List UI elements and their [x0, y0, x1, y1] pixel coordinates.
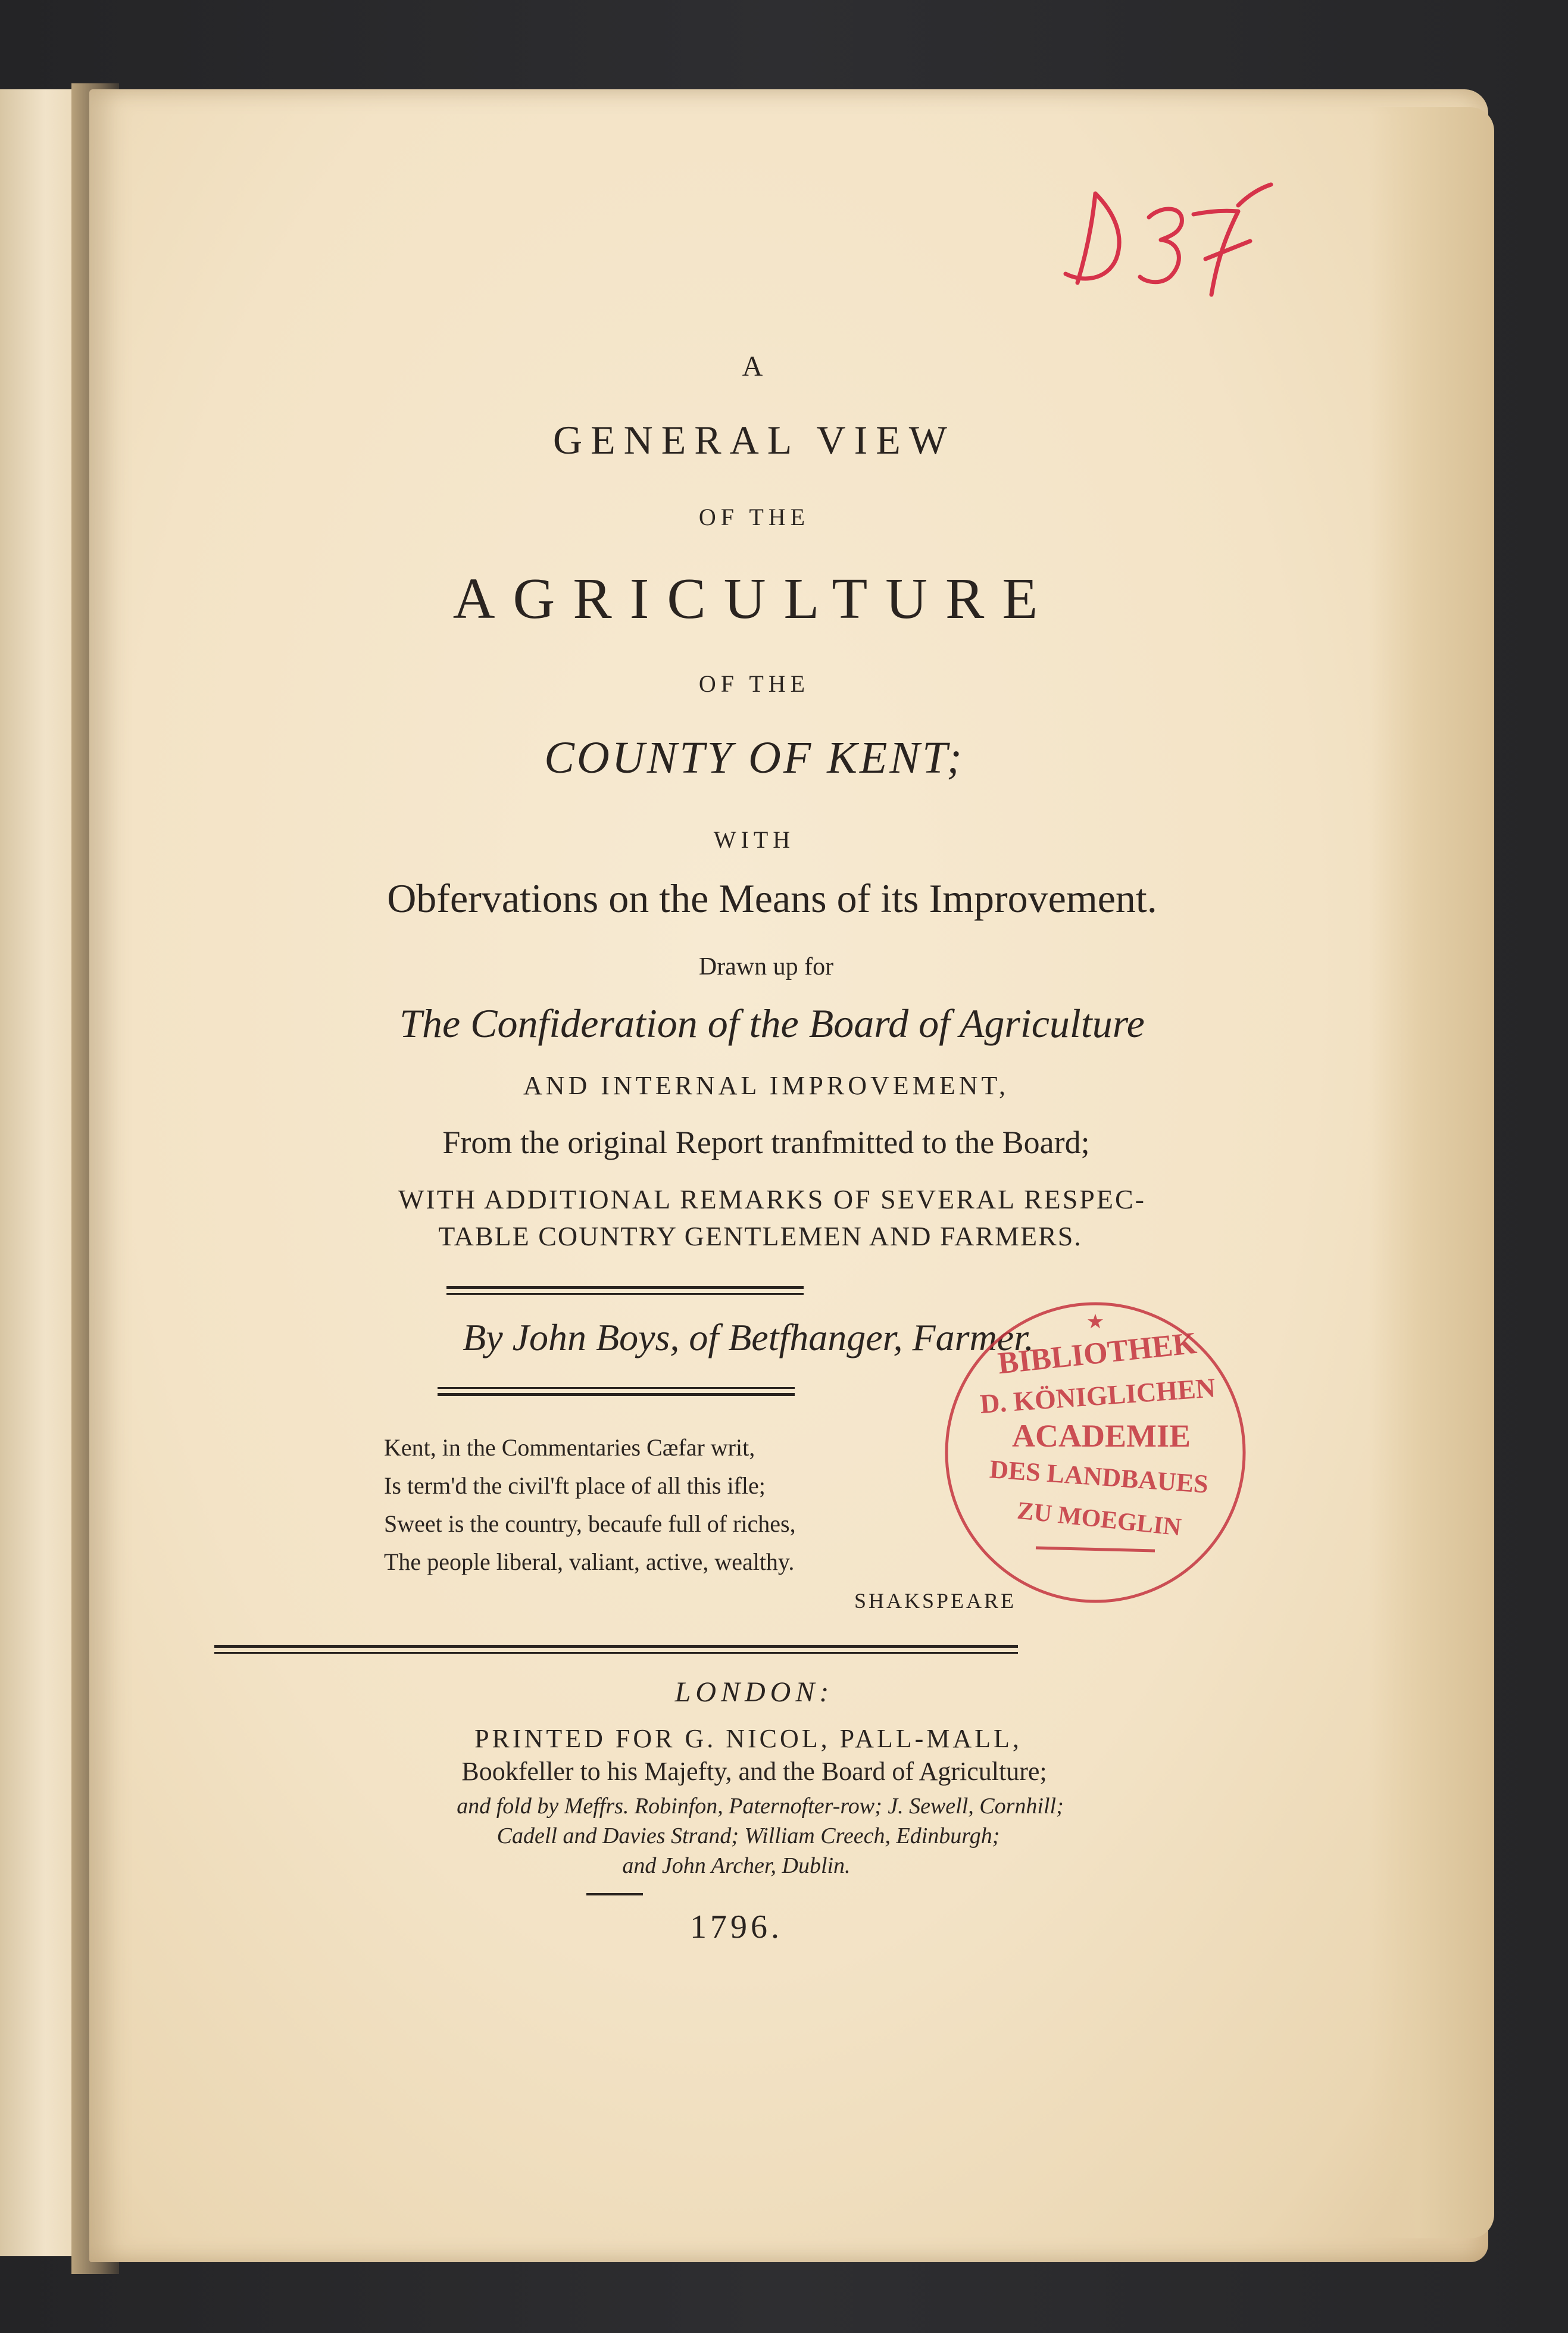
- stamp-line-3: ACADEMIE: [1011, 1418, 1191, 1454]
- epigraph-line: Is term'd the civil'ft place of all this ifle;: [384, 1472, 766, 1499]
- library-stamp: [929, 1286, 1262, 1619]
- epigraph-line: Kent, in the Commentaries Cæfar writ,: [384, 1434, 755, 1461]
- subtitle-observations: Obfervations on the Means of its Improvement.: [387, 876, 1157, 921]
- drawn-up-for: Drawn up for: [698, 953, 834, 980]
- title-of-the-1: OF THE: [698, 504, 810, 530]
- short-rule: [586, 1893, 643, 1895]
- svg-text:★: ★: [1087, 1312, 1104, 1332]
- imprint-sold-by-3: and John Archer, Dublin.: [622, 1853, 851, 1878]
- consideration-line: The Confideration of the Board of Agriculture: [399, 1001, 1145, 1046]
- double-rule-mid-2: [438, 1393, 795, 1396]
- double-rule-mid-1: [438, 1387, 795, 1389]
- imprint-bookseller: Bookfeller to his Majefty, and the Board of Agriculture;: [461, 1757, 1047, 1786]
- epigraph-line: Sweet is the country, becaufe full of riches,: [384, 1510, 796, 1537]
- title-general-view: GENERAL VIEW: [552, 417, 955, 463]
- handwritten-shelfmark: [1060, 170, 1274, 307]
- double-rule-top-2: [446, 1293, 804, 1295]
- title-of-the-2: OF THE: [698, 670, 810, 697]
- imprint-sold-by-1: and fold by Meffrs. Robinfon, Paternofter-row; J. Sewell, Cornhill;: [457, 1794, 1064, 1819]
- stamp-line-1: BIBLIOTHEK: [996, 1326, 1198, 1381]
- epigraph-attribution: SHAKSPEARE: [854, 1589, 1017, 1613]
- stamp-line-2: D. KÖNIGLICHEN: [979, 1372, 1217, 1419]
- remarks-line-2: TABLE COUNTRY GENTLEMEN AND FARMERS.: [438, 1221, 1082, 1251]
- stamp-line-4: DES LANDBAUES: [988, 1454, 1210, 1499]
- title-with: WITH: [713, 826, 795, 853]
- title-article: A: [742, 351, 767, 382]
- title-agriculture: AGRICULTURE: [452, 567, 1056, 631]
- author-line: By John Boys, of Betfhanger, Farmer.: [463, 1316, 1034, 1358]
- stamp-line-5: ZU MOEGLIN: [1016, 1497, 1183, 1542]
- double-rule-top-1: [446, 1286, 804, 1289]
- internal-improvement: AND INTERNAL IMPROVEMENT,: [523, 1071, 1010, 1100]
- imprint-sold-by-2: Cadell and Davies Strand; William Creech, Edinburgh;: [496, 1823, 1000, 1848]
- from-report: From the original Report tranfmitted to the Board;: [442, 1125, 1090, 1160]
- epigraph-line: The people liberal, valiant, active, wealthy.: [384, 1548, 795, 1575]
- imprint-printed-for: PRINTED FOR G. NICOL, PALL-MALL,: [474, 1724, 1022, 1753]
- imprint-city: LONDON:: [674, 1676, 834, 1708]
- remarks-line-1: WITH ADDITIONAL REMARKS OF SEVERAL RESPEC-: [398, 1184, 1146, 1214]
- double-rule-bottom-1: [214, 1645, 1018, 1648]
- imprint-year: 1796.: [690, 1909, 783, 1945]
- double-rule-bottom-2: [214, 1652, 1018, 1654]
- epigraph: [384, 1429, 796, 1581]
- title-county: COUNTY OF KENT;: [544, 733, 964, 783]
